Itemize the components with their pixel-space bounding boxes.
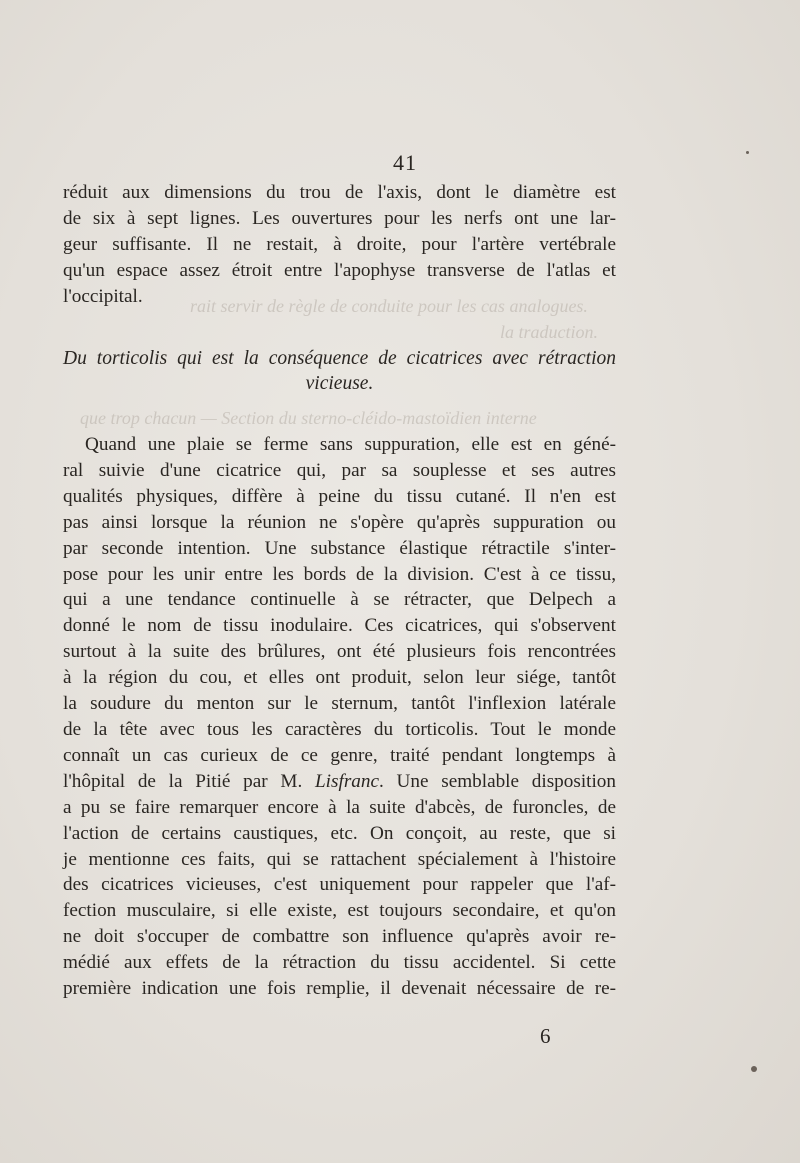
person-name: Lisfranc	[315, 770, 379, 792]
text-line: surtout à la suite des brûlures, ont été plusieurs fois rencontrées	[63, 641, 616, 663]
page-number: 41	[393, 150, 417, 175]
text-line: par seconde intention. Une substance élastique rétractile s'inter-	[63, 537, 616, 559]
heading-line: Du torticolis qui est la conséquence de cicatrices avec rétraction	[63, 348, 616, 369]
text-line: donné le nom de tissu inodulaire. Ces cicatrices, qui s'observent	[63, 615, 616, 637]
show-through-text: que trop chacun — Section du sterno-cléido-mastoïdien interne	[80, 408, 537, 428]
text-line: de six à sept lignes. Les ouvertures pour les nerfs ont une lar-	[63, 207, 616, 229]
heading-line: vicieuse.	[305, 373, 374, 394]
text-line: qu'un espace assez étroit entre l'apophyse transverse de l'atlas et	[63, 259, 616, 281]
text-segment: l'hôpital de la Pitié par M.	[63, 770, 316, 792]
text-line: Quand une plaie se ferme sans suppuration, elle est en géné-	[85, 434, 616, 455]
text-line: je mentionne ces faits, qui se rattachent spécialement à l'histoire	[63, 848, 616, 870]
paper-speck	[746, 151, 749, 154]
text-line: des cicatrices vicieuses, c'est uniquement pour rappeler que l'af-	[63, 874, 616, 896]
text-line: geur suffisante. Il ne restait, à droite, pour l'artère vertébrale	[63, 233, 616, 255]
text-line: à la région du cou, et elles ont produit, selon leur siége, tantôt	[63, 667, 616, 689]
text-line: pose pour les unir entre les bords de la division. C'est à ce tissu,	[63, 563, 616, 585]
text-line: connaît un cas curieux de ce genre, traité pendant longtemps à	[63, 744, 616, 766]
text-line: de la tête avec tous les caractères du torticolis. Tout le monde	[63, 718, 616, 740]
paper-speck	[751, 1066, 757, 1072]
text-line: pas ainsi lorsque la réunion ne s'opère qu'après suppuration ou	[63, 511, 616, 533]
text-line-with-name	[63, 769, 616, 795]
show-through-text: rait servir de règle de conduite pour les cas analogues.	[190, 296, 588, 316]
text-segment: . Une semblable disposition	[379, 770, 616, 792]
text-line: médié aux effets de la rétraction du tissu accidentel. Si cette	[63, 952, 616, 974]
text-line: réduit aux dimensions du trou de l'axis, dont le diamètre est	[63, 182, 616, 203]
text-line: l'action de certains caustiques, etc. On conçoit, au reste, que si	[63, 822, 616, 844]
paragraph-1	[63, 180, 616, 310]
text-line: qualités physiques, diffère à peine du tissu cutané. Il n'en est	[63, 485, 616, 507]
text-line: ral suivie d'une cicatrice qui, par sa souplesse et ses autres	[63, 459, 616, 481]
text-line: ne doit s'occuper de combattre son influence qu'après avoir re-	[63, 926, 616, 948]
text-line: qui a une tendance continuelle à se rétracter, que Delpech a	[63, 589, 616, 611]
text-line: l'occipital.	[63, 285, 143, 307]
text-line: fection musculaire, si elle existe, est toujours secondaire, et qu'on	[63, 900, 616, 922]
text-line: a pu se faire remarquer encore à la suite d'abcès, de furoncles, de	[63, 796, 616, 818]
text-line: la soudure du menton sur le sternum, tantôt l'inflexion latérale	[63, 693, 616, 715]
paragraph-2	[63, 432, 616, 1002]
show-through-text: la traduction.	[500, 322, 598, 342]
text-line: première indication une fois remplie, il devenait nécessaire de re-	[63, 978, 616, 1000]
section-heading	[63, 346, 616, 396]
signature-mark: 6	[540, 1024, 551, 1048]
